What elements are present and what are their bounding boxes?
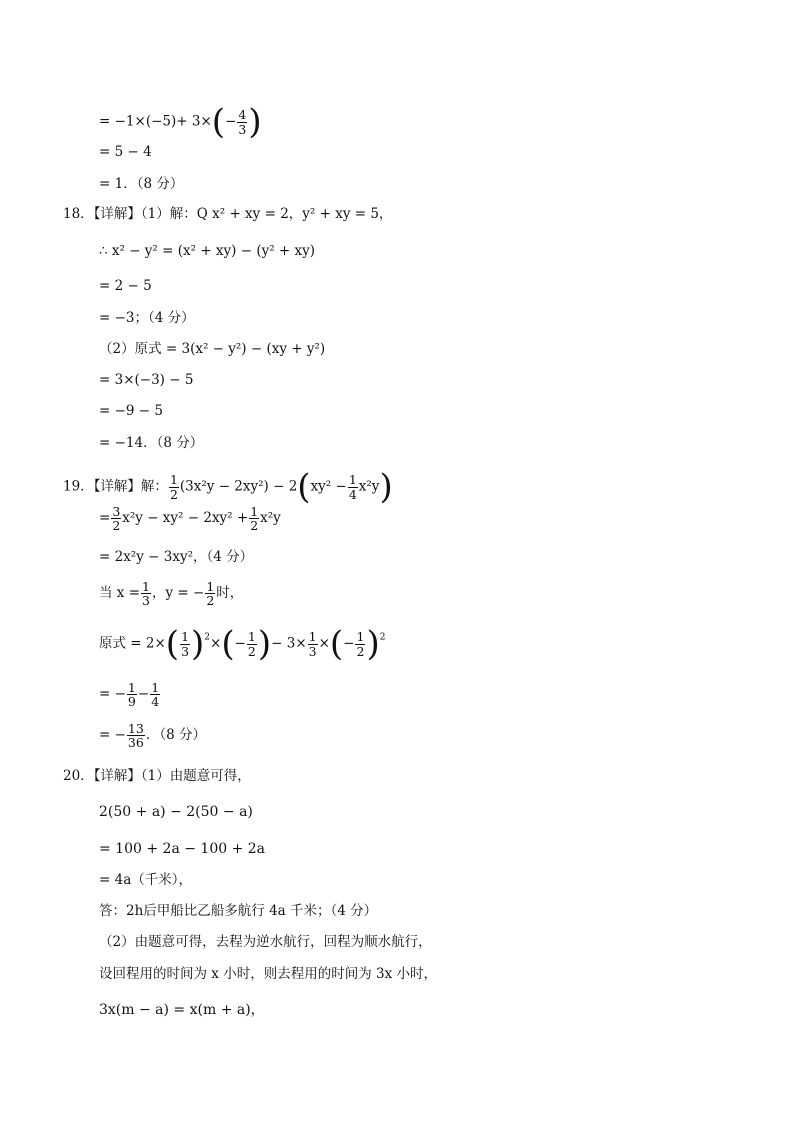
fraction: $\frac{1}{9}$ [127, 680, 136, 710]
paren: ) [248, 102, 262, 142]
text: − 3× [271, 635, 307, 652]
text: − [137, 686, 150, 703]
q19-line-2: = 2x²y − 3xy²，（4 分） [99, 549, 254, 565]
text: = − [99, 686, 126, 703]
question-20 [63, 770, 251, 784]
q18-line-7: = −14．（8 分） [99, 435, 204, 451]
paren: ( [221, 624, 235, 664]
text: xy² − [310, 478, 347, 495]
fraction: $\frac{1}{2}$ [250, 504, 259, 534]
text: − [225, 113, 237, 130]
q18-line-5: = 3×(−3) − 5 [99, 372, 194, 388]
text: ，y = − [151, 585, 205, 602]
paren: ( [165, 624, 180, 664]
q18-line-3: = −3；（4 分） [99, 310, 195, 326]
text: = −1× [99, 113, 146, 130]
fraction: $\frac{13}{36}$ [127, 721, 144, 751]
text: x²y − xy² − 2xy² + [122, 510, 249, 527]
fraction: $\frac{3}{2}$ [112, 504, 121, 534]
q19-when [99, 580, 243, 607]
paren: ) [366, 624, 380, 664]
paren: ( [329, 624, 344, 664]
question-label: 【详解】（1）由题意可得， [93, 768, 251, 784]
question-number: 19． [63, 478, 94, 495]
fraction: $\frac{1}{3}$ [142, 579, 150, 609]
fraction: $\frac{4}{3}$ [238, 107, 247, 137]
text: 当 x = [99, 585, 141, 602]
text: × [210, 635, 222, 652]
q19-line-1 [99, 505, 281, 532]
q20-line-4: 答：2h后甲船比乙船多航行 4a 千米；（4 分） [99, 903, 378, 919]
text: (−5) [145, 113, 177, 130]
question-number: 20． [63, 768, 94, 784]
question-label: 【详解】（1）解：Q x² + xy = 2，y² + xy = 5， [93, 206, 393, 222]
q19-result-1 [99, 681, 161, 708]
exponent: 2 [204, 632, 211, 643]
fraction: $\frac{1}{2}$ [247, 629, 256, 659]
fraction: $\frac{1}{4}$ [151, 680, 160, 710]
fraction: $\frac{1}{2}$ [206, 579, 215, 609]
text: x²y [358, 478, 380, 495]
text: = [99, 510, 111, 527]
paren: ) [257, 624, 272, 664]
text: × [318, 635, 330, 652]
paren: ) [379, 467, 393, 507]
q20-line-5: （2）由题意可得，去程为逆水航行，回程为顺水航行， [99, 934, 432, 950]
fraction: $\frac{1}{4}$ [348, 472, 357, 502]
step-line-2: = 5 − 4 [99, 144, 152, 160]
text: x²y [260, 510, 281, 527]
step-line-3: = 1．（8 分） [99, 176, 184, 192]
q20-line-3: = 4a（千米）， [99, 872, 192, 888]
exponent: 2 [379, 632, 386, 643]
text: ．（8 分） [145, 727, 206, 744]
q18-line-4: （2）原式 = 3(x² − y²) − (xy + y²) [99, 341, 326, 357]
q18-line-2: = 2 − 5 [99, 278, 152, 294]
q20-line-1: 2(50 + a) − 2(50 − a) [99, 804, 253, 820]
q18-line-1: ∴ x² − y² = (x² + xy) − (y² + xy) [99, 243, 316, 259]
text: 时， [216, 585, 244, 602]
paren: ) [191, 624, 205, 664]
text: 原式 = 2× [99, 635, 166, 652]
fraction: $\frac{1}{2}$ [169, 472, 178, 502]
q19-original-expression: 原式 = 2×( $\frac{1}{3}$ )$^2$×(− $\frac{1}{2}$ )− 3× $\frac{1}{3}$ ×(− $\frac{1}{2}$ )$^2$ [99, 624, 386, 664]
question-label: 【详解】解： [93, 478, 168, 495]
question-18 [63, 208, 392, 222]
text: = − [99, 727, 126, 744]
fraction: $\frac{1}{2}$ [356, 629, 365, 659]
text: (3x²y − 2xy²) − 2 [179, 478, 298, 495]
question-number: 18． [63, 206, 94, 222]
q20-line-2: = 100 + 2a − 100 + 2a [99, 841, 266, 857]
step-line-1 [99, 102, 262, 142]
q19-result-2 [99, 722, 206, 749]
q20-line-7: 3x(m − a) = x(m + a)， [99, 1002, 265, 1018]
question-19 [63, 467, 393, 507]
fraction: $\frac{1}{3}$ [308, 629, 317, 659]
q18-line-6: = −9 − 5 [99, 403, 163, 419]
fraction: $\frac{1}{3}$ [181, 629, 190, 659]
paren: ( [211, 102, 226, 142]
q20-line-6: 设回程用的时间为 x 小时，则去程用的时间为 3x 小时， [99, 966, 437, 982]
paren: ( [297, 467, 311, 507]
text: + 3× [176, 113, 212, 130]
